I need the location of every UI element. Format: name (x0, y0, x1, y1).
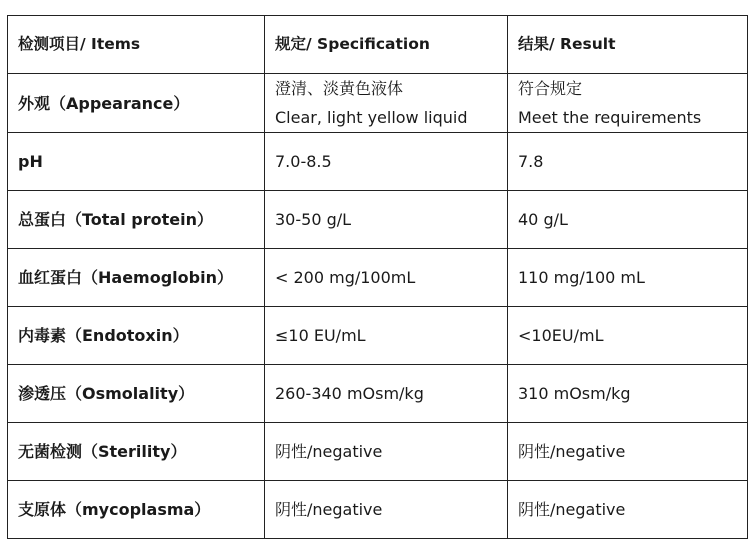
specification-table (7, 15, 748, 539)
table-row (8, 423, 748, 481)
table-row (8, 191, 748, 249)
table-row (8, 133, 748, 191)
header-items: 检测项目/ Items (8, 16, 265, 74)
result-line-cn: 符合规定 (518, 79, 583, 98)
table-row (8, 365, 748, 423)
header-result: 结果/ Result (508, 16, 748, 74)
result-cell (508, 74, 748, 133)
table-row (8, 307, 748, 365)
specification-cell: 30-50 g/L (265, 191, 508, 249)
result-cell: 40 g/L (508, 191, 748, 249)
item-cell: 支原体（mycoplasma） (8, 481, 265, 539)
item-cell: pH (8, 133, 265, 191)
item-cell: 血红蛋白（Haemoglobin） (8, 249, 265, 307)
specification-cell: < 200 mg/100mL (265, 249, 508, 307)
specification-cell (265, 74, 508, 133)
result-cell: <10EU/mL (508, 307, 748, 365)
result-cell: 阴性/negative (508, 481, 748, 539)
specification-line-en: Clear, light yellow liquid (275, 108, 468, 127)
result-line-en: Meet the requirements (518, 108, 702, 127)
specification-cell: 7.0-8.5 (265, 133, 508, 191)
specification-cell: ≤10 EU/mL (265, 307, 508, 365)
specification-cell: 260-340 mOsm/kg (265, 365, 508, 423)
result-cell: 110 mg/100 mL (508, 249, 748, 307)
table-row (8, 74, 748, 133)
specification-line-cn: 澄清、淡黄色液体 (275, 79, 404, 98)
item-cell: 内毒素（Endotoxin） (8, 307, 265, 365)
item-cell: 无菌检测（Sterility） (8, 423, 265, 481)
table-header-row (8, 16, 748, 74)
specification-cell: 阴性/negative (265, 423, 508, 481)
item-cell: 渗透压（Osmolality） (8, 365, 265, 423)
result-cell: 7.8 (508, 133, 748, 191)
table-row (8, 249, 748, 307)
result-cell: 310 mOsm/kg (508, 365, 748, 423)
item-cell: 总蛋白（Total protein） (8, 191, 265, 249)
table-row (8, 481, 748, 539)
specification-cell: 阴性/negative (265, 481, 508, 539)
item-cell: 外观（Appearance） (8, 74, 265, 133)
result-cell: 阴性/negative (508, 423, 748, 481)
header-specification: 规定/ Specification (265, 16, 508, 74)
